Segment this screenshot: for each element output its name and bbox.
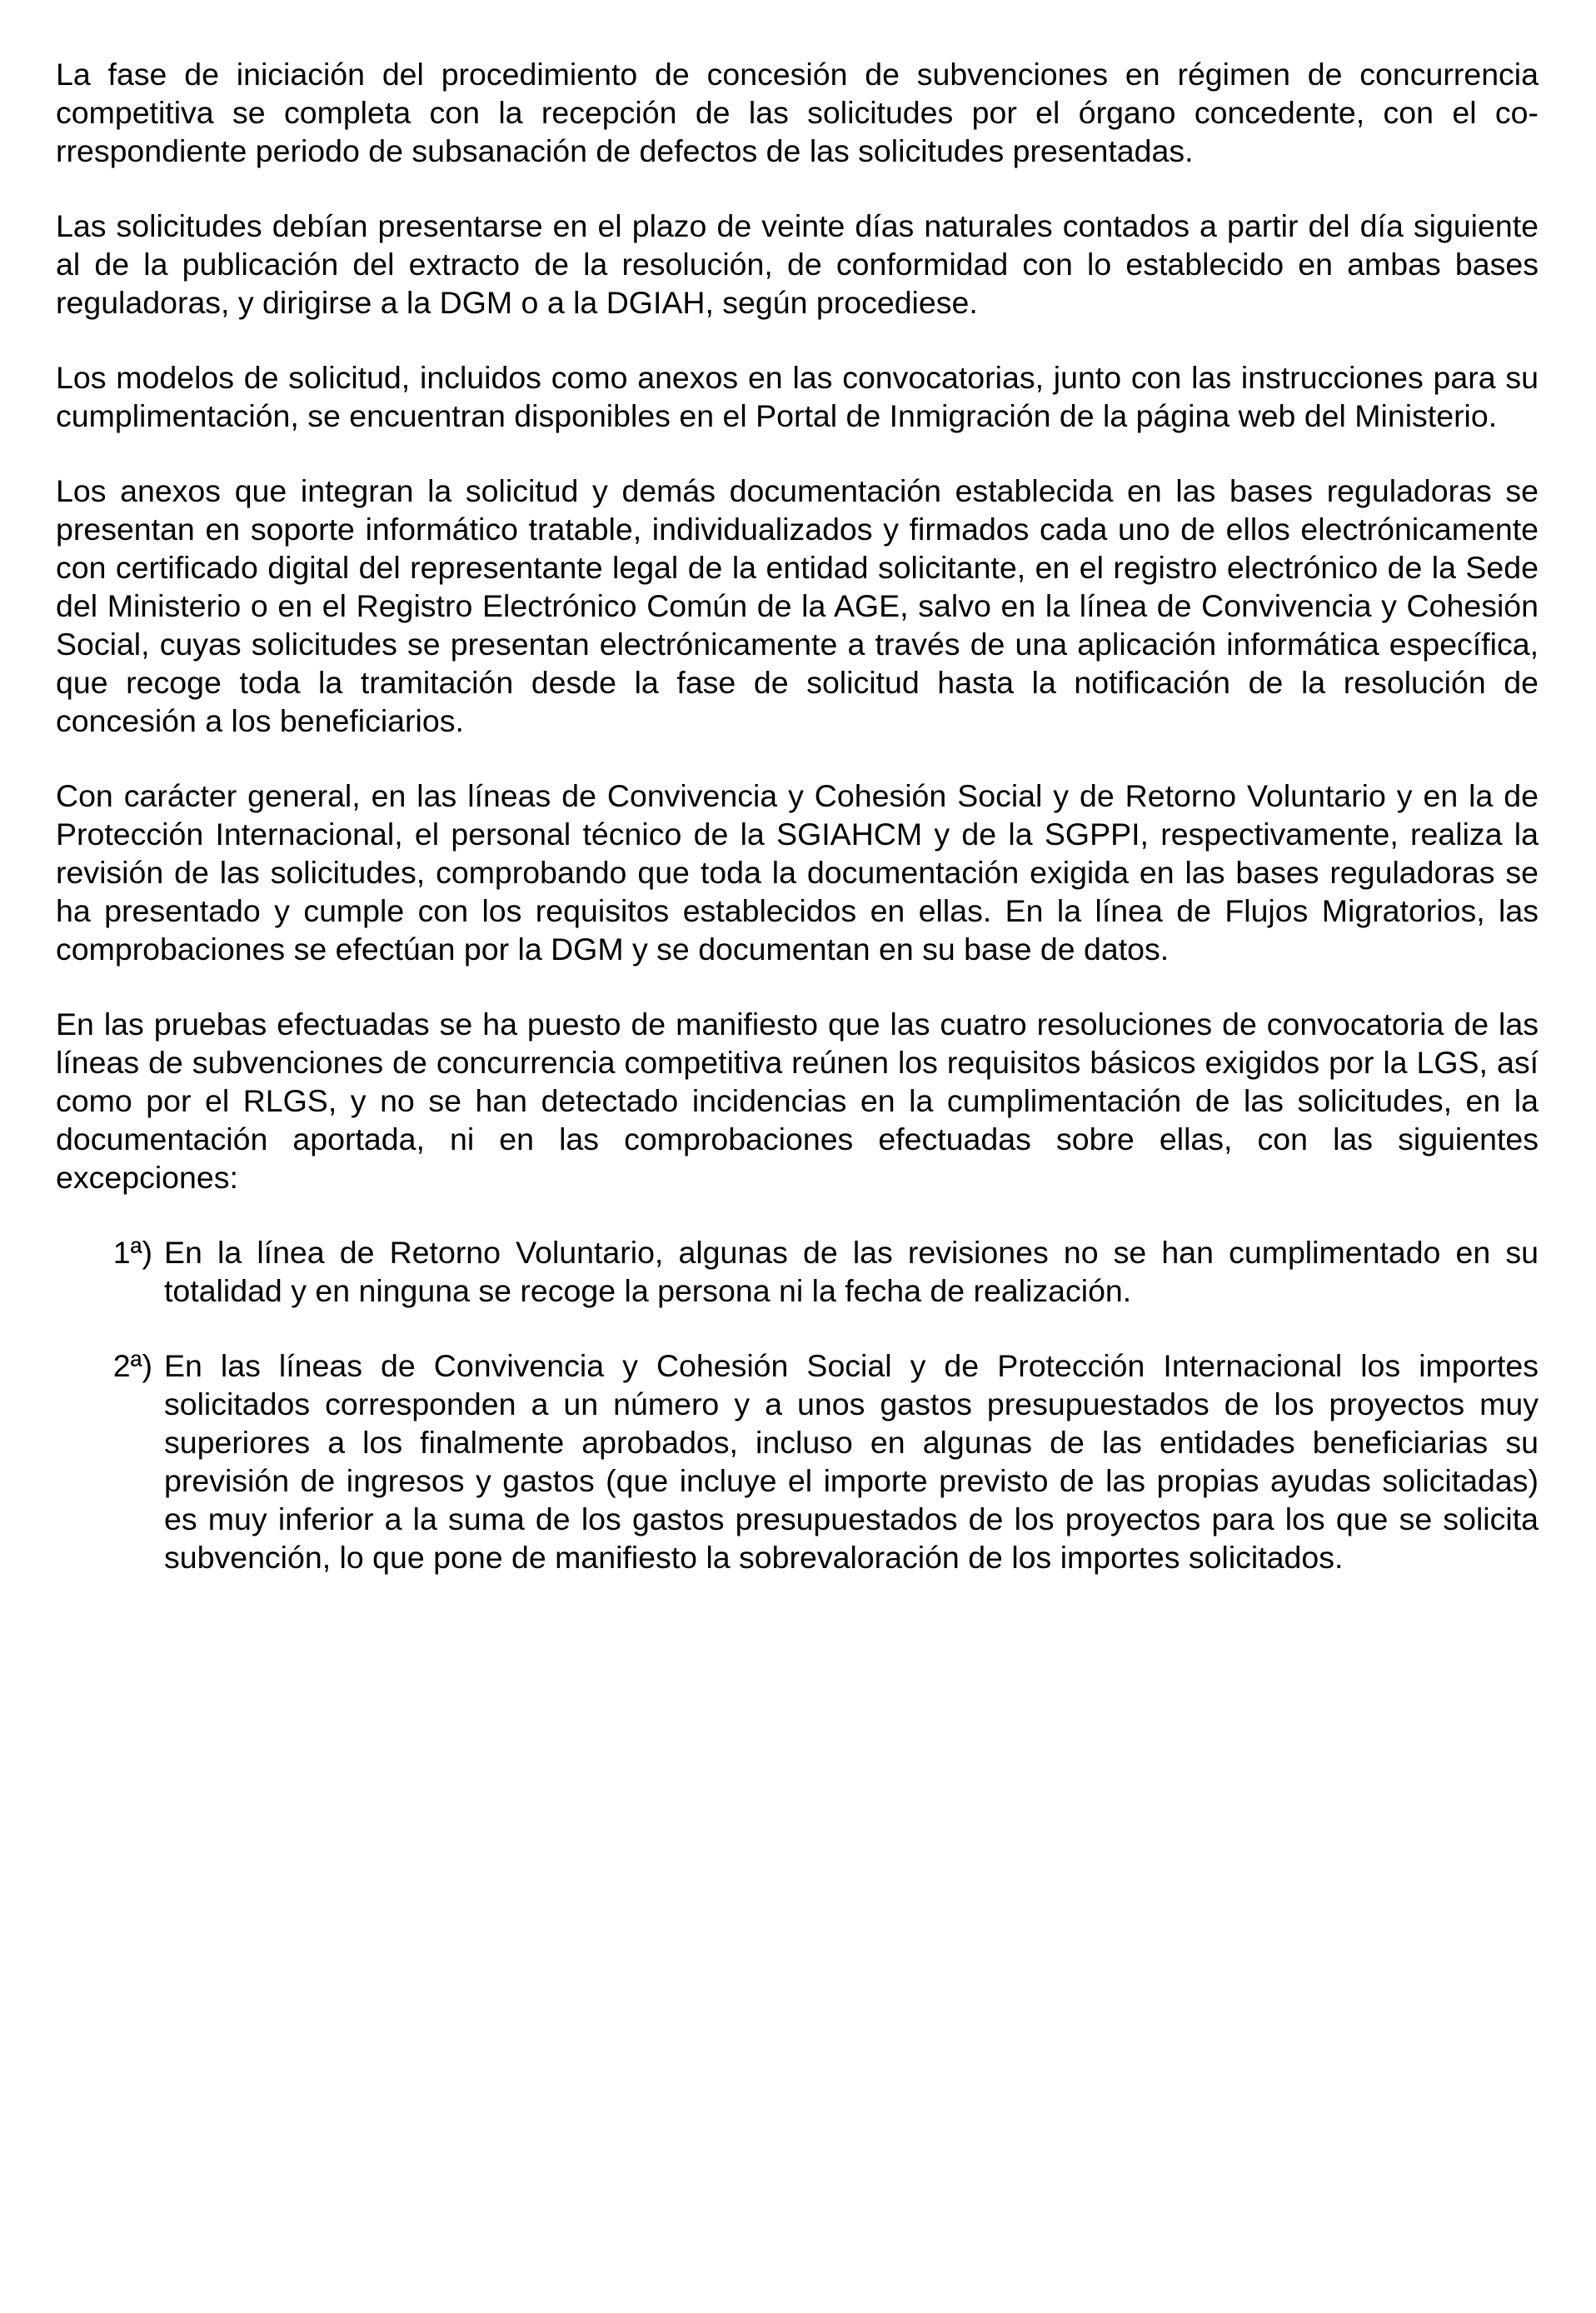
paragraph-initiation-phase: La fase de iniciación del procedimiento de concesión de subvenciones en régimen de concurrencia competitiva se completa con la recepción de las solicitudes por el órgano concedente, con el correspondiente periodo de subsanación de defectos de las solicitudes presentadas. — [56, 57, 1539, 168]
exception-text: En la línea de Retorno Voluntario, algunas de las revisiones no se han cumplimentado en su totalidad y en ninguna se recoge la persona ni la fecha de realización. — [164, 1235, 1539, 1308]
exception-marker: 1ª) — [112, 1235, 152, 1270]
paragraph-test-results: En las pruebas efectuadas se ha puesto de manifiesto que las cuatro resoluciones de convocatoria de las líneas de subvenciones de concurrencia competitiva reúnen los requisitos básicos exigidos por la LGS, así como por el RLGS, y no se han detectado incidencias en la cumplimentación de las solicitudes, en la documentación aportada, ni en las comprobaciones efectuadas sobre ellas, con las siguientes excepciones: — [56, 1007, 1539, 1195]
paragraph-submission-deadline: Las solicitudes debían presentarse en el plazo de veinte días naturales contados a partir del día siguiente al de la publicación del extracto de la resolución, de conformidad con lo establecido en ambas bases reguladoras, y dirigirse a la DGM o a la DGIAH, según procediese. — [56, 208, 1539, 320]
exception-item-2 — [56, 1346, 1539, 1576]
exception-text: En las líneas de Convivencia y Cohesión Social y de Protección Internacional los importes solicitados corresponden a un número y a unos gastos presupuestados de los proyectos muy superiores a los finalmente aprobados, incluso en algunas de las entidades beneficiarias su previsión de ingresos y gastos (que incluye el importe previsto de las propias ayudas solicitadas) es muy inferior a la suma de los gastos presupuestados de los proyectos para los que se solicita subvención, lo que pone de manifiesto la sobrevaloración de los importes solicitados. — [164, 1348, 1539, 1575]
paragraph-application-review: Con carácter general, en las líneas de Convivencia y Cohesión Social y de Retorno Voluntario y en la de Protección Internacional, el personal técnico de la SGIAHCM y de la SGPPI, respectivamente, realiza la revisión de las solicitudes, comprobando que toda la documentación exigida en las bases reguladoras se ha presentado y cumple con los requisitos establecidos en ellas. En la línea de Flujos Migratorios, las comprobaciones se efectúan por la DGM y se documentan en su base de datos. — [56, 778, 1539, 967]
paragraph-annex-submission: Los anexos que integran la solicitud y demás documentación establecida en las bases reguladoras se presentan en soporte informático tratable, individualizados y firmados cada uno de ellos electrónicamente con certificado digital del representante legal de la entidad solicitante, en el registro electrónico de la Sede del Ministerio o en el Registro Electrónico Común de la AGE, salvo en la línea de Convivencia y Cohesión Social, cuyas solicitudes se presentan electrónicamente a través de una aplicación informática específica, que recoge toda la tramitación desde la fase de solicitud hasta la notificación de la resolución de concesión a los beneficiarios. — [56, 473, 1539, 738]
paragraph-application-models: Los modelos de solicitud, incluidos como anexos en las convocatorias, junto con las instrucciones para su cumplimentación, se encuentran disponibles en el Portal de Inmigración de la página web del Ministerio. — [56, 360, 1539, 433]
document-page — [56, 55, 1539, 1613]
exception-marker: 2ª) — [112, 1348, 152, 1383]
exceptions-list — [56, 1233, 1539, 1576]
exception-item-1 — [56, 1233, 1539, 1310]
